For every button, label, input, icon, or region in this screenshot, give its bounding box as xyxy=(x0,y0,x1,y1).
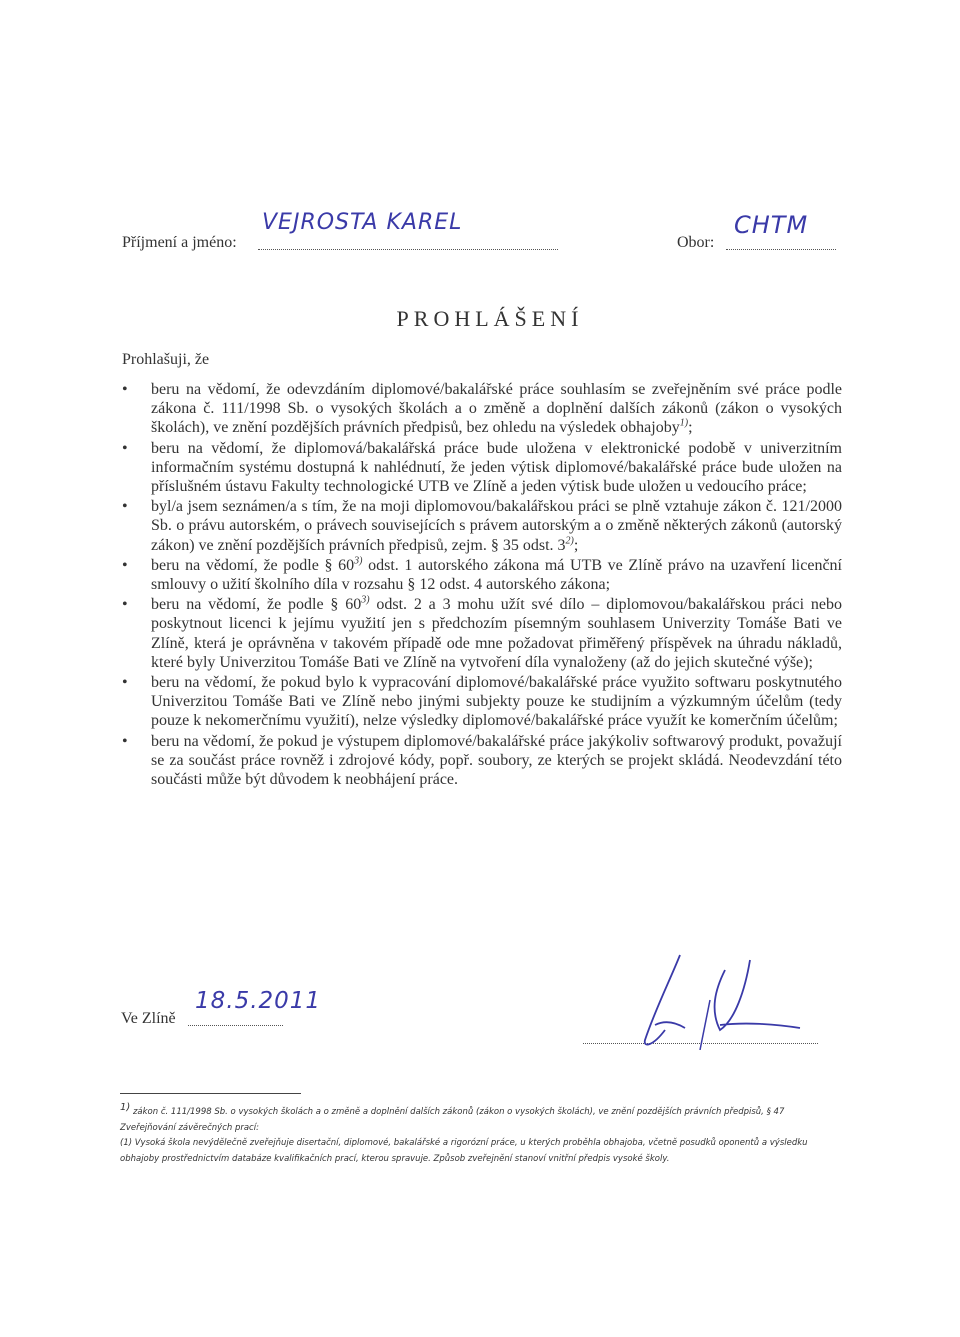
bullet-icon: • xyxy=(122,596,128,614)
declaration-item: • beru na vědomí, že diplomová/bakalářská práce bude uložena v elektronické podobě v univerzitním informačním systému dostupná k nahlédnutí, že jeden výtisk diplomové/bakalářské práce bude uložen na příslušném ústavu Fakulty technologické UTB ve Zlíně a jeden výtisk bude uložen u vedoucího práce; xyxy=(122,439,842,496)
bullet-icon: • xyxy=(122,674,128,692)
signature-image xyxy=(625,950,825,1050)
intro-text: Prohlašuji, že xyxy=(122,351,210,368)
field-label: Obor: xyxy=(677,234,715,251)
name-label: Příjmení a jméno: xyxy=(122,234,237,251)
name-handwritten-value: VEJROSTA KAREL xyxy=(262,210,463,235)
footnote-1: $^{1)}$ zákon č. 111/1998 Sb. o vysokých školách a o změně a doplnění dalších zákonů (zákon o vysokých školách), ve znění pozdějších právních předpisů, § 47 Zveřejňování závěrečných prací: xyxy=(120,1102,785,1133)
bullet-icon: • xyxy=(122,439,128,457)
bullet-icon: • xyxy=(122,498,128,516)
bullet-icon: • xyxy=(122,732,128,750)
footnotes xyxy=(120,1102,842,1167)
footnote-1-subsection: (1) Vysoká škola nevýdělečně zveřejňuje disertační, diplomové, bakalářské a rigorózní práce, u kterých proběhla obhajoba, včetně posudků oponentů a výsledku obhajoby prostřednictvím databáze kvalifikačních prací, kterou spravuje. Způsob zveřejnění stanoví vnitřní předpis vysoké školy. xyxy=(120,1138,808,1164)
footnote-rule xyxy=(120,1093,301,1094)
document-title: PROHLÁŠENÍ xyxy=(396,306,584,331)
declaration-item: • beru na vědomí, že pokud bylo k vypracování diplomové/bakalářské práce využito softwaru poskytnutého Univerzitou Tomáše Bati ve Zlíně nebo jinými subjekty pouze ke studijním a výzkumným účelům (tedy pouze k nekomerčnímu využití), nelze výsledky diplomové/bakalářské práce využít ke komerčním účelům; xyxy=(122,674,842,730)
declaration-item: • byl/a jsem seznámen/a s tím, že na moji diplomovou/bakalářskou práci se plně vztahuje zákon č. 121/2000 Sb. o právu autorském, o právech souvisejících s právem autorským a o změně některých zákonů (autorský zákon) ve znění pozdějších právních předpisů, zejm. § 35 odst. 3$^{2)}$; xyxy=(122,498,842,554)
bullet-icon: • xyxy=(122,381,128,398)
declaration-item: • beru na vědomí, že podle § 60$^{3)}$ odst. 2 a 3 mohu užít své dílo – diplomovou/bakalářskou práci nebo poskytnout licenci k jejímu využití jen s předchozím písemným souhlasem Univerzity Tomáše Bati ve Zlíně, která je oprávněna v takovém případě ode mne požadovat přiměřený příspěvek na úhradu nákladů, které byly Univerzitou Tomáše Bati ve Zlíně na vytvoření díla vynaloženy (až do jejich skutečné výše); xyxy=(122,594,842,671)
handwritten-date: 18.5.2011 xyxy=(195,988,322,1014)
declaration-item: • beru na vědomí, že odevzdáním diplomové/bakalářské práce souhlasím se zveřejněním své práce podle zákona č. 111/1998 Sb. o vysokých školách a o změně a doplnění dalších zákonů (zákon o vysokých školách), ve znění pozdějších právních předpisů, bez ohledu na výsledek obhajoby$^{1)}$; xyxy=(122,381,842,437)
declaration-item: • beru na vědomí, že podle § 60$^{3)}$ odst. 1 autorského zákona má UTB ve Zlíně právo na uzavření licenční smlouvy o užití školního díla v rozsahu § 12 odst. 4 autorského zákona; xyxy=(122,555,842,594)
declaration-item: • beru na vědomí, že pokud je výstupem diplomové/bakalářské práce jakýkoliv softwarový produkt, považují se za součást práce rovněž i zdrojové kódy, popř. soubory, ze kterých se projekt skládá. Neodevzdání této součásti může být důvodem k neobhájení práce. xyxy=(122,732,842,789)
name-dotted-line xyxy=(258,233,558,250)
field-handwritten-value: CHTM xyxy=(734,211,809,239)
place-label: Ve Zlíně xyxy=(121,1010,176,1027)
bullet-icon: • xyxy=(122,556,128,574)
declaration-list xyxy=(122,380,842,790)
